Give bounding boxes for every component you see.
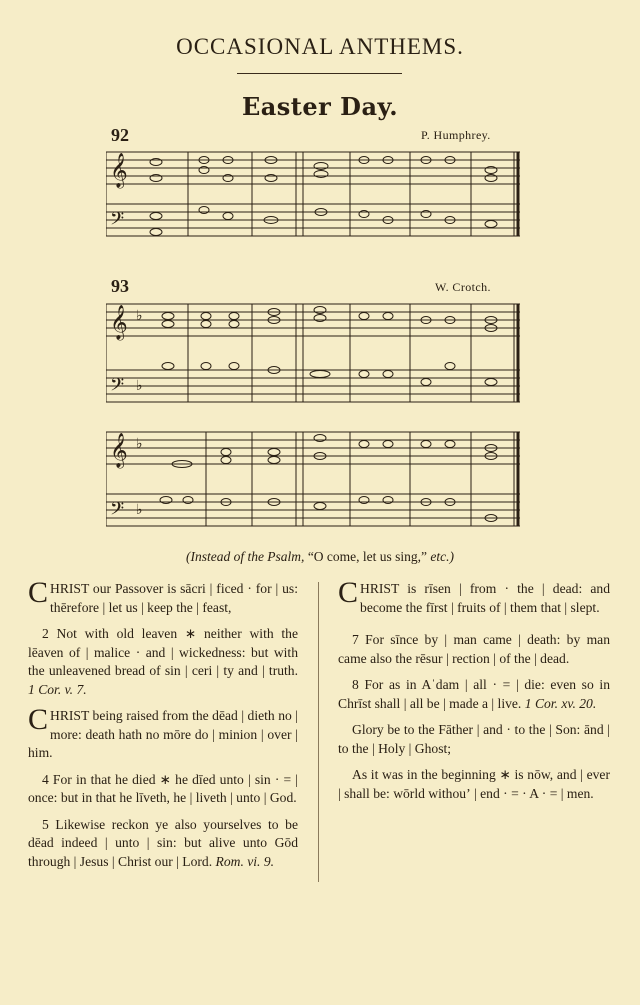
right-column — [338, 576, 610, 811]
chant-93-score-line1 — [106, 298, 526, 408]
hymn-title: Easter Day. — [241, 92, 399, 121]
bass-clef-icon: 𝄢 — [110, 375, 125, 400]
verse-paragraph — [338, 631, 610, 668]
flat-icon: ♭ — [136, 436, 143, 452]
header-divider — [237, 73, 402, 74]
treble-clef-icon: 𝄞 — [110, 433, 128, 468]
chant-caption — [0, 549, 640, 565]
scripture-reference: Rom. vi. 9. — [215, 853, 275, 869]
bass-clef-icon: 𝄢 — [110, 499, 125, 524]
verse-text: HRIST being raised from the dēad | dieth no | more: death hath no mōre do | minion | over | him. — [28, 708, 298, 760]
chant-93-score-line2 — [106, 422, 526, 530]
verse-text: 4 For in that he died ∗ he dīed unto | sin · = | once: but in that he līveth, he | liveth | unto | God. — [28, 771, 298, 805]
caption-etc: etc.) — [427, 549, 455, 564]
verse-paragraph — [28, 625, 298, 699]
verse-paragraph — [28, 703, 298, 763]
verse-text: HRIST our Passover is sācri | ficed · for | us: thērefore | let us | keep the | feast, — [50, 581, 298, 615]
flat-icon: ♭ — [136, 502, 143, 518]
scripture-reference: 1 Cor. xv. 20. — [524, 695, 597, 711]
verse-text: 7 For sīnce by | man came | death: by man came also the rēsur | rection | of the | dead. — [338, 632, 610, 666]
verse-paragraph — [28, 576, 298, 617]
verse-text: 2 Not with old leaven ∗ neither with the lēaven of | malice · and | wickedness: but with the unleavened bread of sin | ceri | ty and | truth. — [28, 626, 298, 678]
caption-quote: “O come, let us sing,” — [304, 549, 428, 564]
verse-paragraph — [338, 576, 610, 617]
verse-paragraph — [338, 676, 610, 713]
verse-paragraph — [338, 721, 610, 758]
treble-clef-icon: 𝄞 — [110, 153, 128, 188]
chant-number-93: 93 — [111, 276, 129, 296]
flat-icon: ♭ — [136, 378, 143, 394]
verse-text: HRIST is rīsen | from · the | dead: and become the fīrst | fruits of | them that | slept. — [360, 581, 610, 615]
bass-clef-icon: 𝄢 — [110, 209, 125, 234]
verse-paragraph — [28, 771, 298, 808]
flat-icon: ♭ — [136, 308, 143, 324]
verse-paragraph — [338, 766, 610, 803]
verse-text: 5 Likewise reckon ye also yourselves to be dēad indeed | unto | sin: but alive unto Gōd through | Jesus | Christ our | Lord. — [28, 816, 298, 869]
treble-clef-icon: 𝄞 — [110, 305, 128, 340]
chant-number-92: 92 — [111, 125, 129, 145]
chant-composer-92: P. Humphrey. — [421, 128, 491, 142]
scripture-reference: 1 Cor. v. 7. — [28, 681, 87, 697]
column-divider — [318, 582, 319, 882]
verse-text: 8 For as in Aˈdam | all · = | die: even so in Chrīst shall | all be | made a | live. — [338, 677, 610, 711]
chant-92-score — [106, 148, 526, 248]
drop-cap: C — [338, 576, 359, 609]
staff-bass — [106, 204, 520, 236]
page-section-title: OCCASIONAL ANTHEMS. — [176, 34, 464, 59]
verse-text: As it was in the beginning ∗ is nōw, and | ever | shall be: wōrld withouʼ | end · = · A · = | men. — [338, 767, 610, 801]
drop-cap: C — [28, 576, 49, 609]
chant-composer-93: W. Crotch. — [435, 280, 491, 294]
staff-treble — [106, 152, 520, 184]
left-column — [28, 576, 298, 879]
verse-text: Glory be to the Fāther | and · to the | Son: ānd | to the | Holy | Ghost; — [338, 722, 610, 756]
verse-paragraph — [28, 816, 298, 872]
drop-cap: C — [28, 703, 49, 736]
caption-instead: (Instead of the Psalm, — [185, 549, 305, 564]
